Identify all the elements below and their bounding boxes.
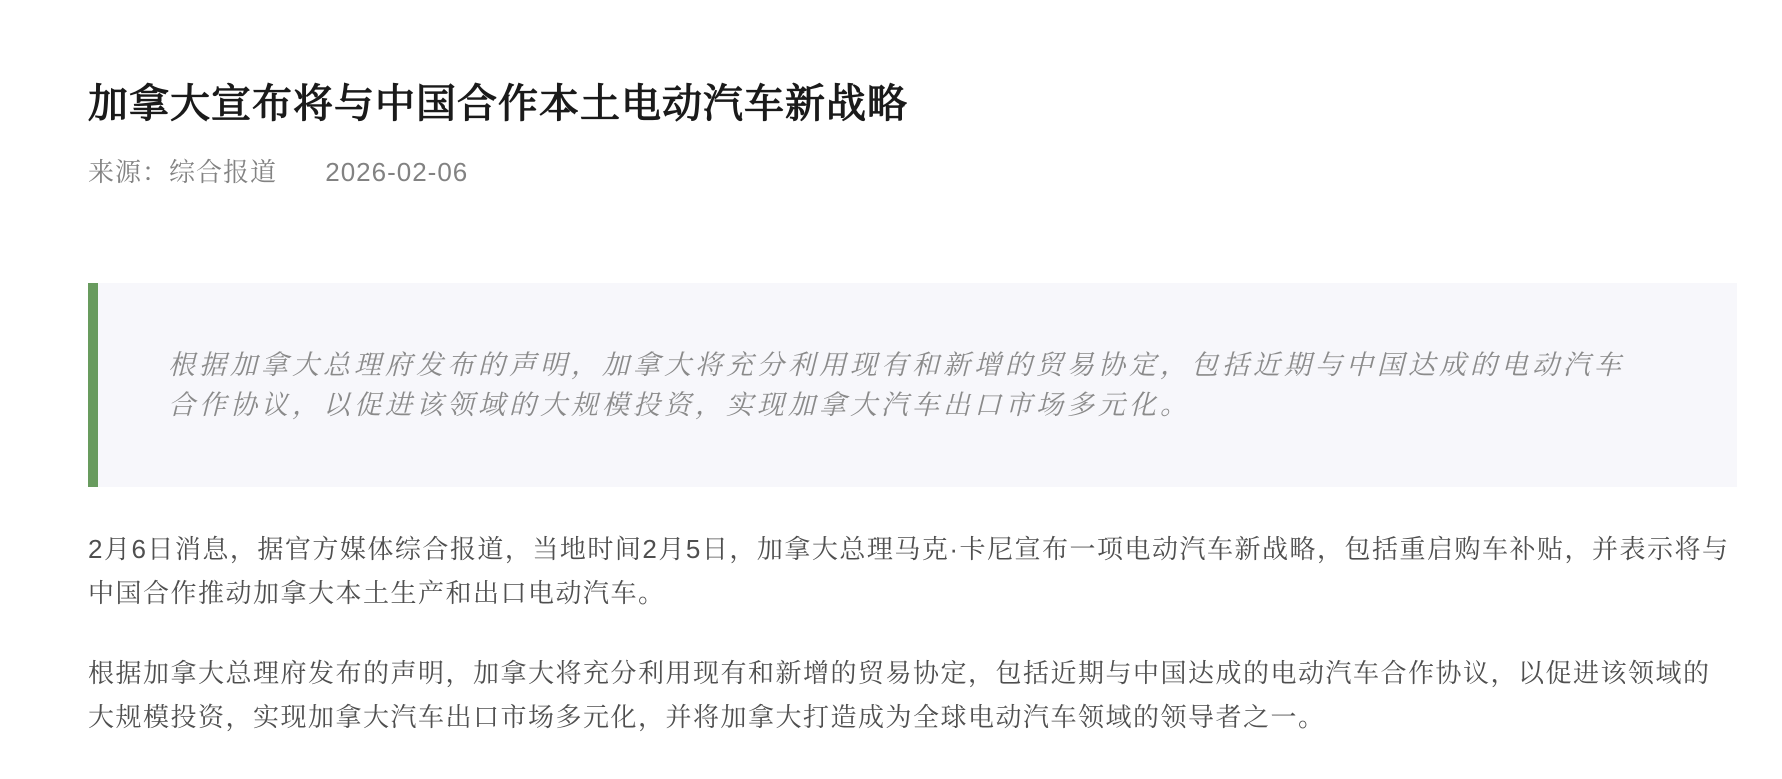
article-paragraph: 2月6日消息，据官方媒体综合报道，当地时间2月5日，加拿大总理马克·卡尼宣布一项电动汽车新战略，包括重启购车补贴，并表示将与中国合作推动加拿大本土生产和出口电动汽车。 <box>88 534 1730 608</box>
source-name: 综合报道 <box>169 157 278 187</box>
article-body <box>88 527 1737 739</box>
article-paragraph: 根据加拿大总理府发布的声明，加拿大将充分利用现有和新增的贸易协定，包括近期与中国达成的电动汽车合作协议，以促进该领域的大规模投资，实现加拿大汽车出口市场多元化，并将加拿大打造成为全球电动汽车领域的领导者之一。 <box>88 658 1711 732</box>
quote-accent-bar <box>88 283 98 487</box>
summary-quote-text: 根据加拿大总理府发布的声明，加拿大将充分利用现有和新增的贸易协定，包括近期与中国达成的电动汽车合作协议，以促进该领域的大规模投资，实现加拿大汽车出口市场多元化。 <box>168 350 1625 420</box>
article-meta <box>88 152 1737 189</box>
source-label: 来源： <box>88 157 170 187</box>
summary-quote <box>88 283 1737 487</box>
publish-date: 2026-02-06 <box>325 157 469 187</box>
article-title: 加拿大宣布将与中国合作本土电动汽车新战略 <box>88 82 908 126</box>
